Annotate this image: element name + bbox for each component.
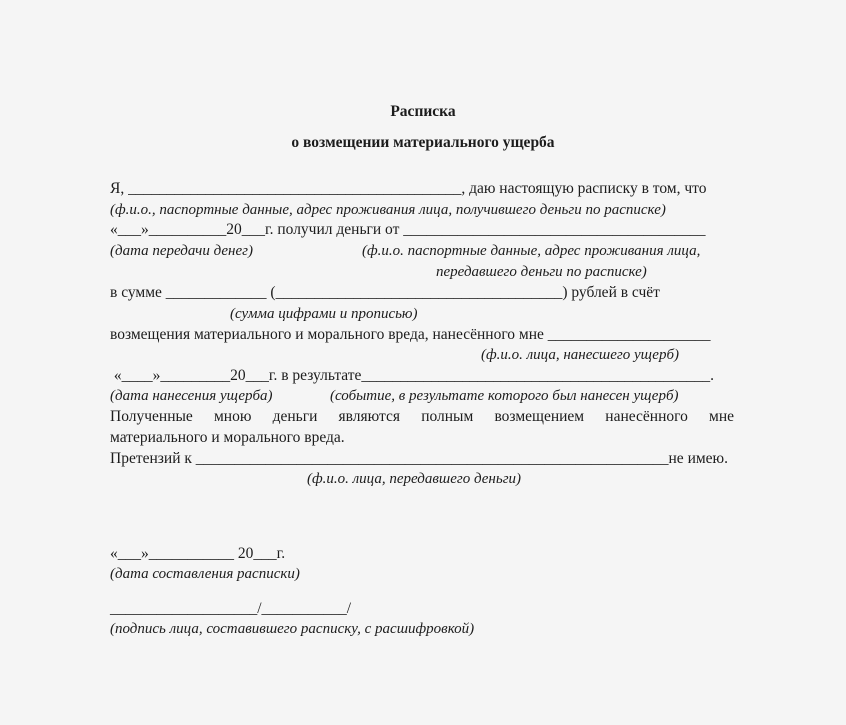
document-title: Расписка	[390, 103, 456, 120]
line-full-compensation	[110, 408, 734, 426]
hint-receipt-date: (дата составления расписки)	[110, 566, 300, 582]
line-compensation: возмещения материального и морального вреда, нанесённого мне _____________________	[110, 326, 711, 343]
hint-offender: (ф.и.о. лица, нанесшего ущерб)	[481, 347, 680, 363]
line-damage-date: «____»_________20___г. в результате_____________________________________________.	[110, 367, 715, 384]
word: полным	[421, 408, 474, 425]
hint-amount: (сумма цифрами и прописью)	[230, 306, 418, 322]
line-no-claims: Претензий к _____________________________________________________________не имею.	[110, 450, 729, 467]
line-recipient: Я, ___________________________________________, даю настоящую расписку в том, что	[110, 180, 707, 197]
document-subtitle: о возмещении материального ущерба	[291, 134, 555, 151]
word: мною	[213, 408, 252, 425]
hint-giver-name: (ф.и.о. лица, передавшего деньги)	[307, 471, 522, 487]
hint-giver-details: (ф.и.о. паспортные данные, адрес проживания лица,	[362, 243, 701, 259]
line-amount: в сумме _____________ (_____________________________________) рублей в счёт	[110, 284, 660, 301]
line-receipt-date: «___»___________ 20___г.	[110, 545, 286, 562]
word: являются	[338, 408, 401, 425]
hint-damage-event: (событие, в результате которого был нанесен ущерб)	[330, 388, 679, 404]
hint-date-transfer: (дата передачи денег)	[110, 243, 253, 259]
word: возмещением	[494, 408, 585, 425]
word: Полученные	[110, 408, 193, 425]
word: деньги	[272, 408, 318, 425]
word: нанесённого	[605, 408, 688, 425]
word: мне	[709, 408, 734, 425]
hint-signature: (подпись лица, составившего расписку, с расшифровкой)	[110, 621, 475, 637]
hint-giver-details-cont: передавшего деньги по расписке)	[436, 264, 647, 280]
line-moral-damage: материального и морального вреда.	[110, 429, 345, 446]
hint-damage-date: (дата нанесения ущерба)	[110, 388, 273, 404]
line-date-received: «___»__________20___г. получил деньги от _______________________________________	[110, 221, 706, 238]
line-signature: ___________________/___________/	[110, 600, 352, 617]
hint-recipient: (ф.и.о., паспортные данные, адрес проживания лица, получившего деньги по расписке)	[110, 202, 666, 218]
